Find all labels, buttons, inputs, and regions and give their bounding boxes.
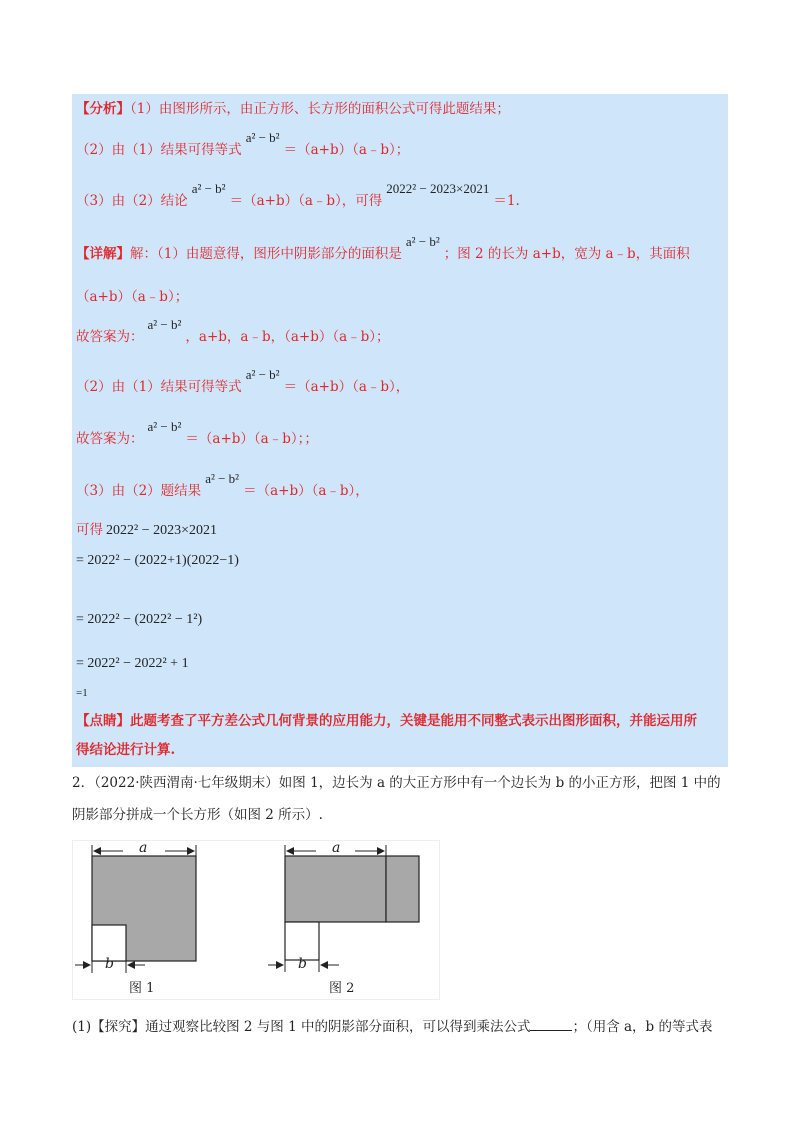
answer-line-1: 故答案为：a² − b²，a+b，a﹣b，（a+b）（a﹣b）； xyxy=(76,317,390,345)
question-line-1: 2．（2022·陕西渭南·七年级期末）如图 1，边长为 a 的大正方形中有一个边长为 b 的小正方形，把图 1 中的 xyxy=(72,775,721,791)
analysis-line-2: （2）由（1）结果可得等式a² − b²＝（a+b）（a﹣b）； xyxy=(76,130,410,158)
detail-line-1-cont: （a+b）（a﹣b）； xyxy=(76,289,189,305)
fig1-label-a: a xyxy=(139,840,148,856)
fig1-label-b: b xyxy=(105,956,114,972)
calc-step-3: = 2022² − 2022² + 1 xyxy=(76,656,189,671)
answer-line-2: 故答案为：a² − b²＝（a+b）（a﹣b）；； xyxy=(76,419,318,447)
fig2-rect-right xyxy=(386,856,419,922)
analysis-line-1: 【分析】（1）由图形所示，由正方形、长方形的面积公式可得此题结果； xyxy=(76,101,510,117)
detail-line-3: （3）由（2）题结果a² − b²＝（a+b）（a﹣b）， xyxy=(76,471,369,499)
question-part-1: (1)【探究】通过观察比较图 2 与图 1 中的阴影部分面积，可以得到乘法公式 ；（用含 a，b 的等式表 xyxy=(72,1019,713,1035)
question-line-2: 阴影部分拼成一个长方形（如图 2 所示）. xyxy=(72,807,323,823)
figure-svg xyxy=(73,841,439,999)
figure-2 xyxy=(268,845,419,972)
analysis-line-3: （3）由（2）结论a² − b²＝（a+b）（a﹣b），可得2022² − 2023×2021＝1. xyxy=(76,181,520,209)
calc-step-4: =1 xyxy=(76,687,88,699)
fig2-rect-left xyxy=(285,856,386,922)
fig2-label-a: a xyxy=(332,840,341,856)
fig2-caption: 图 2 xyxy=(329,981,355,996)
calc-line-0: 可得 2022² − 2023×2021 xyxy=(76,522,217,538)
fig1-caption: 图 1 xyxy=(129,981,155,996)
fig2-small-square xyxy=(285,922,319,960)
comment-line-1: 【点睛】此题考查了平方差公式几何背景的应用能力，关键是能用不同整式表示出图形面积，并能运用所 xyxy=(76,713,697,729)
calc-step-1: = 2022² − (2022+1)(2022−1) xyxy=(76,553,239,568)
calc-step-2: = 2022² − (2022² − 1²) xyxy=(76,612,203,627)
answer-blank[interactable] xyxy=(530,1018,572,1031)
figure-1 xyxy=(75,845,196,973)
comment-line-2: 得结论进行计算. xyxy=(76,742,176,758)
detail-line-1: 【详解】解：（1）由题意得，图形中阴影部分的面积是a² − b²；图 2 的长为 a+b，宽为 a﹣b，其面积 xyxy=(76,234,690,262)
fig2-label-b: b xyxy=(298,956,307,972)
figure-panel xyxy=(72,840,440,1000)
detail-line-2: （2）由（1）结果可得等式a² − b²＝（a+b）（a﹣b）， xyxy=(76,367,410,395)
